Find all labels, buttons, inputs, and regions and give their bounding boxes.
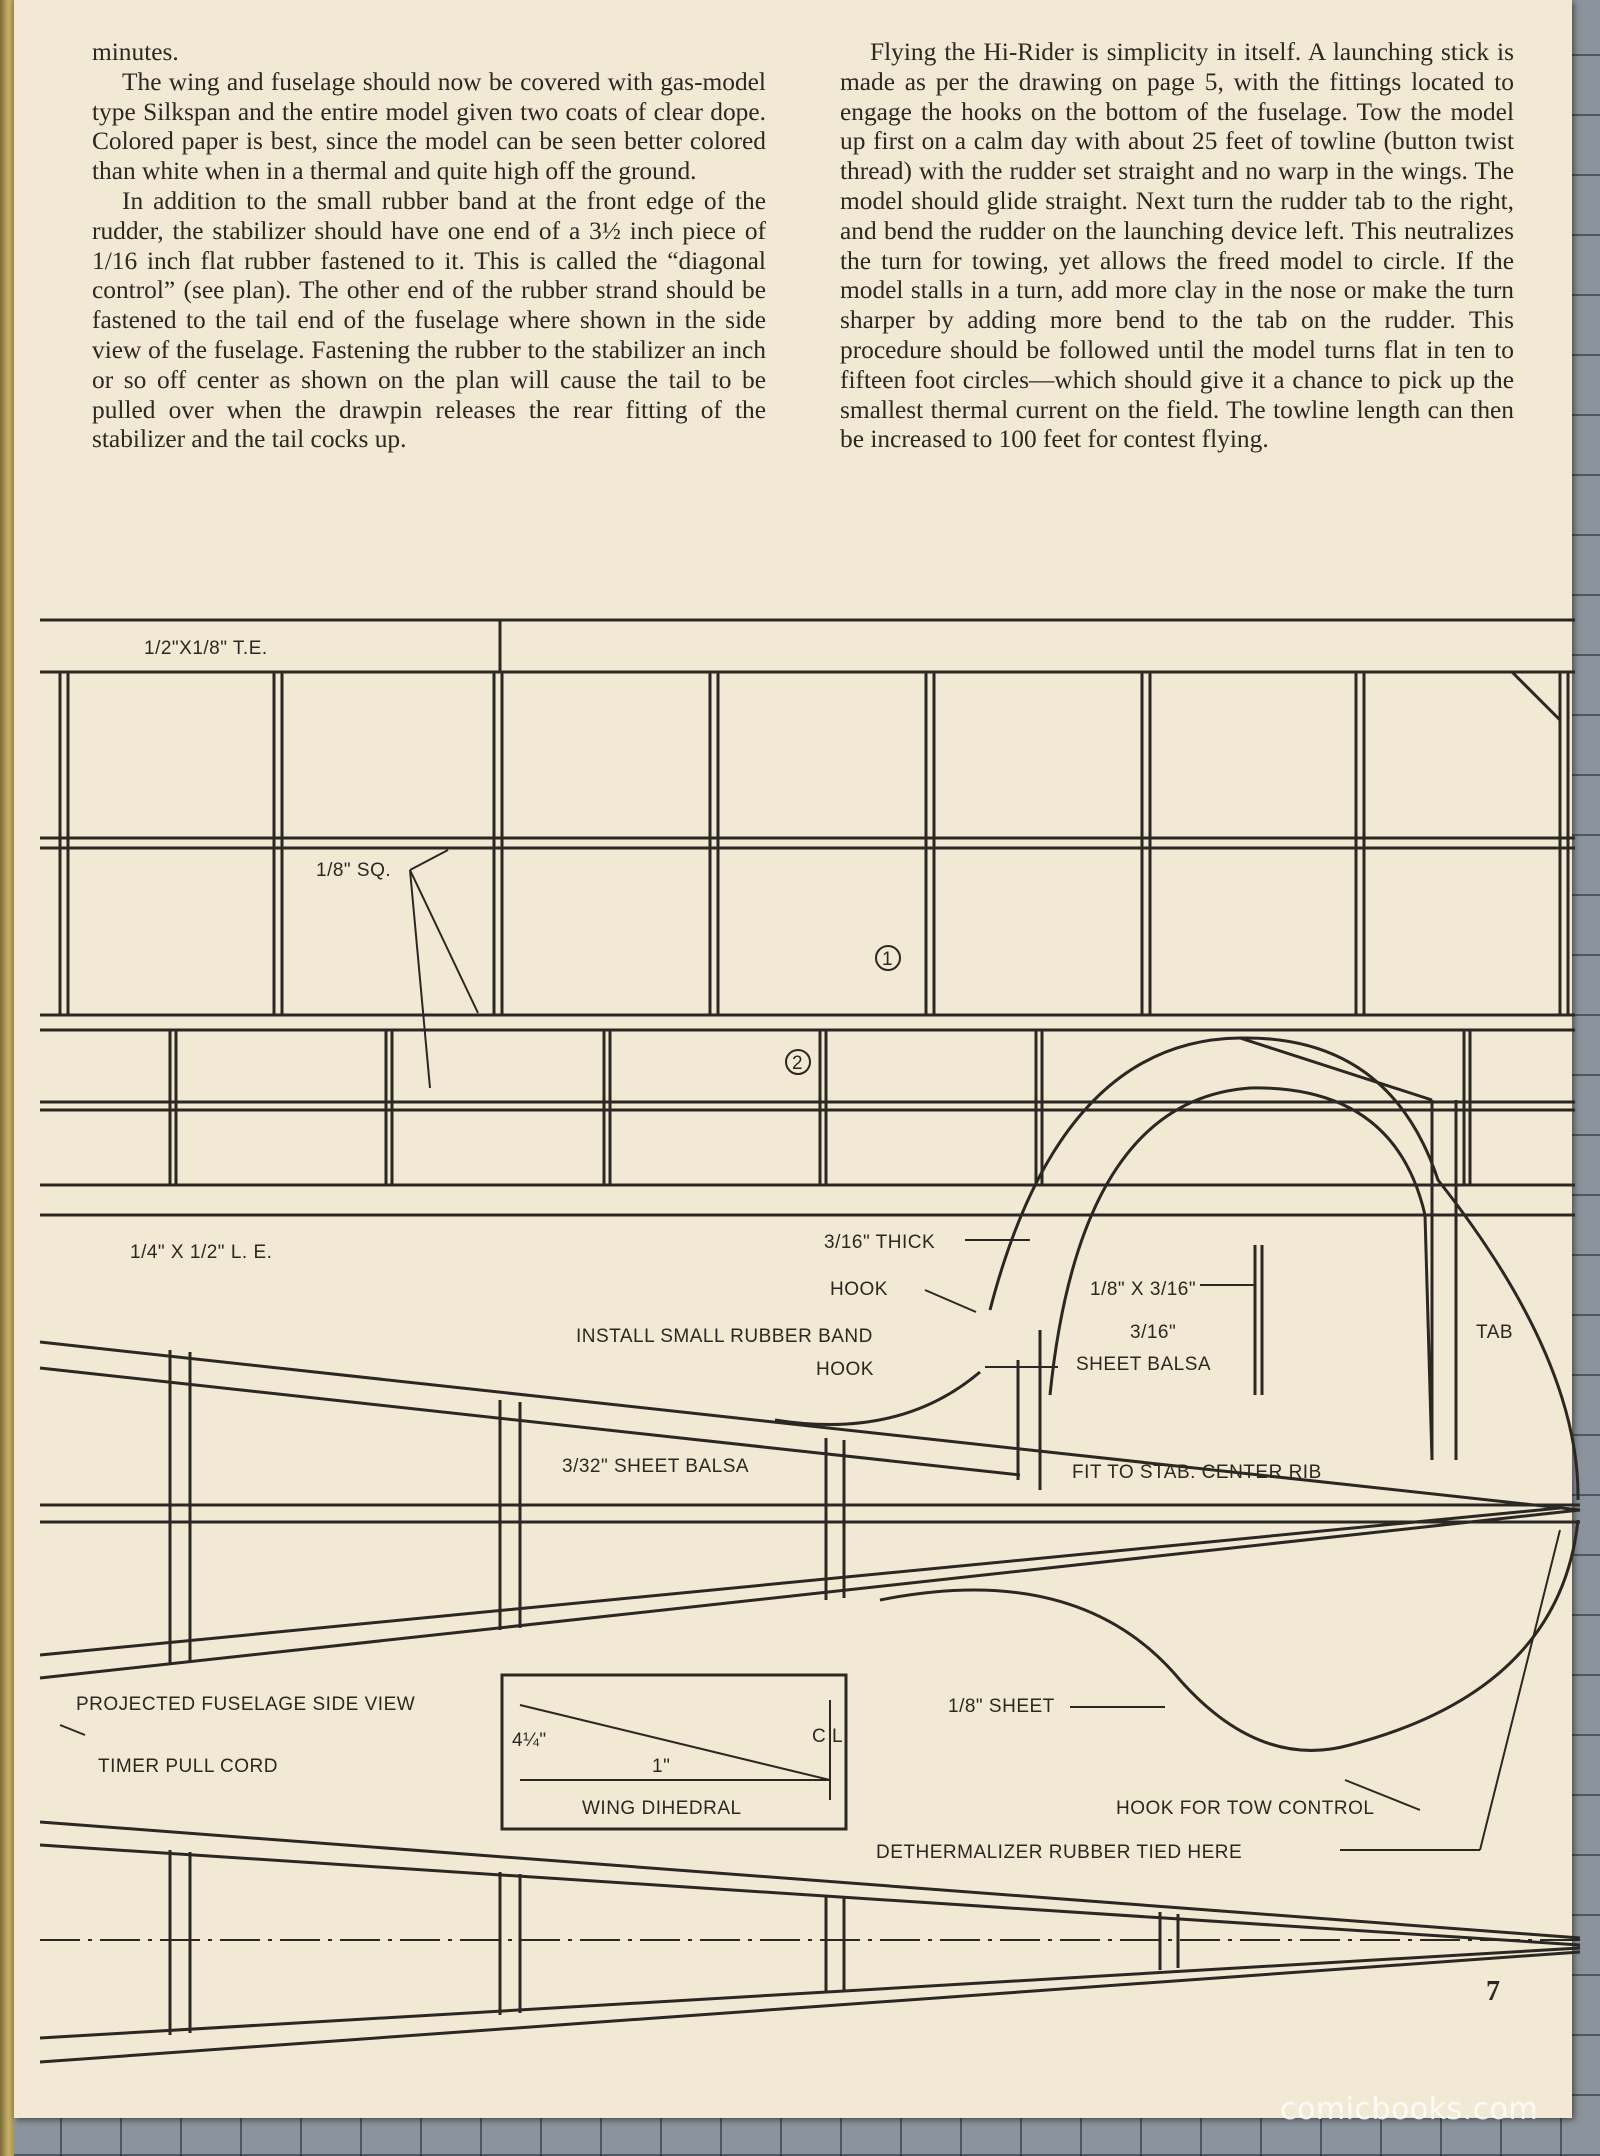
left-paragraph-2: The wing and fuselage should now be covered with gas-model type Silkspan and the entire model given two coats of clear dope. Colored paper is best, since the model can be seen better colored than white when in a thermal and quite high off the ground.: [92, 67, 766, 186]
fuselage-bottom-line: [40, 1510, 1580, 1678]
rudder-inner-outline: [1050, 1088, 1432, 1460]
label-circle-1: 1: [882, 949, 894, 970]
label-dethermalizer: DETHERMALIZER RUBBER TIED HERE: [876, 1842, 1243, 1863]
label-sheet-18: 1/8" SHEET: [948, 1696, 1055, 1717]
left-paragraph-1: minutes.: [92, 38, 179, 66]
label-dihedral-angle: 1": [652, 1756, 671, 1777]
label-fit-stab: FIT TO STAB. CENTER RIB: [1072, 1462, 1322, 1483]
right-paragraph-1: Flying the Hi-Rider is simplicity in itself. A launching stick is made as per the drawing on page 5, with the fittings located to engage the hooks on the bottom of the fuselage. Tow the model up first on a calm day with about 25 feet of towline (button twist thread) with the rudder set straight and no warp in the wings. The model should glide straight. Next turn the rudder tab to the right, and bend the rudder on the launching device left. This neutralizes the turn for towing, yet allows the freed model to circle. If the model stalls in a turn, add more clay in the nose or make the turn sharper by adding more bend to the tab on the rudder. This procedure should be followed until the model turns flat in ten to fifteen foot circles—which should give it a chance to pick up the smallest thermal current on the field. The towline length can then be increased to 100 feet for contest flying.: [840, 38, 1514, 454]
watermark: comicbooks.com: [1280, 2092, 1539, 2127]
label-strip: 1/8" X 3/16": [1090, 1279, 1197, 1300]
label-timer-cord: TIMER PULL CORD: [98, 1756, 278, 1777]
label-rubber-band: INSTALL SMALL RUBBER BAND: [576, 1326, 873, 1347]
label-tow-hook: HOOK FOR TOW CONTROL: [1116, 1798, 1375, 1819]
label-hook-1: HOOK: [830, 1279, 888, 1300]
page-number: 7: [1486, 1976, 1500, 2007]
short-ribs: [170, 1030, 1470, 1185]
label-circle-2: 2: [792, 1053, 804, 1074]
rudder-outline: [990, 1038, 1578, 1500]
label-332-balsa: 3/32" SHEET BALSA: [562, 1456, 750, 1477]
label-hook-2: HOOK: [816, 1359, 874, 1380]
main-ribs: [60, 672, 1568, 1015]
label-wing-dihedral: WING DIHEDRAL: [582, 1798, 742, 1819]
label-sheet-balsa: SHEET BALSA: [1076, 1354, 1212, 1375]
label-dihedral-height: 4¼": [512, 1730, 547, 1751]
label-projected: PROJECTED FUSELAGE SIDE VIEW: [76, 1694, 416, 1715]
label-sq: 1/8" SQ.: [316, 860, 392, 881]
label-sheet-top: 3/16": [1130, 1322, 1177, 1343]
left-paragraph-3: In addition to the small rubber band at the front edge of the rudder, the stabilizer should have one end of a 3½ inch piece of 1/16 inch flat rubber fastened to it. This is called the “diagonal control” (see plan). The other end of the rubber strand should be fastened to the tail end of the fuselage where shown in the side view of the fuselage. Fastening the rubber to the stabilizer an inch or so off center as shown on the plan will cause the tail to be pulled over when the drawpin releases the rear fitting of the stabilizer and the tail cocks up.: [92, 186, 766, 454]
label-tab: TAB: [1476, 1322, 1514, 1343]
label-le: 1/4" X 1/2" L. E.: [130, 1242, 273, 1263]
label-centerline: C L: [812, 1726, 844, 1747]
label-te: 1/2"X1/8" T.E.: [144, 638, 268, 659]
fuselage-top-line: [40, 1342, 1580, 1510]
label-thick: 3/16" THICK: [824, 1232, 936, 1253]
